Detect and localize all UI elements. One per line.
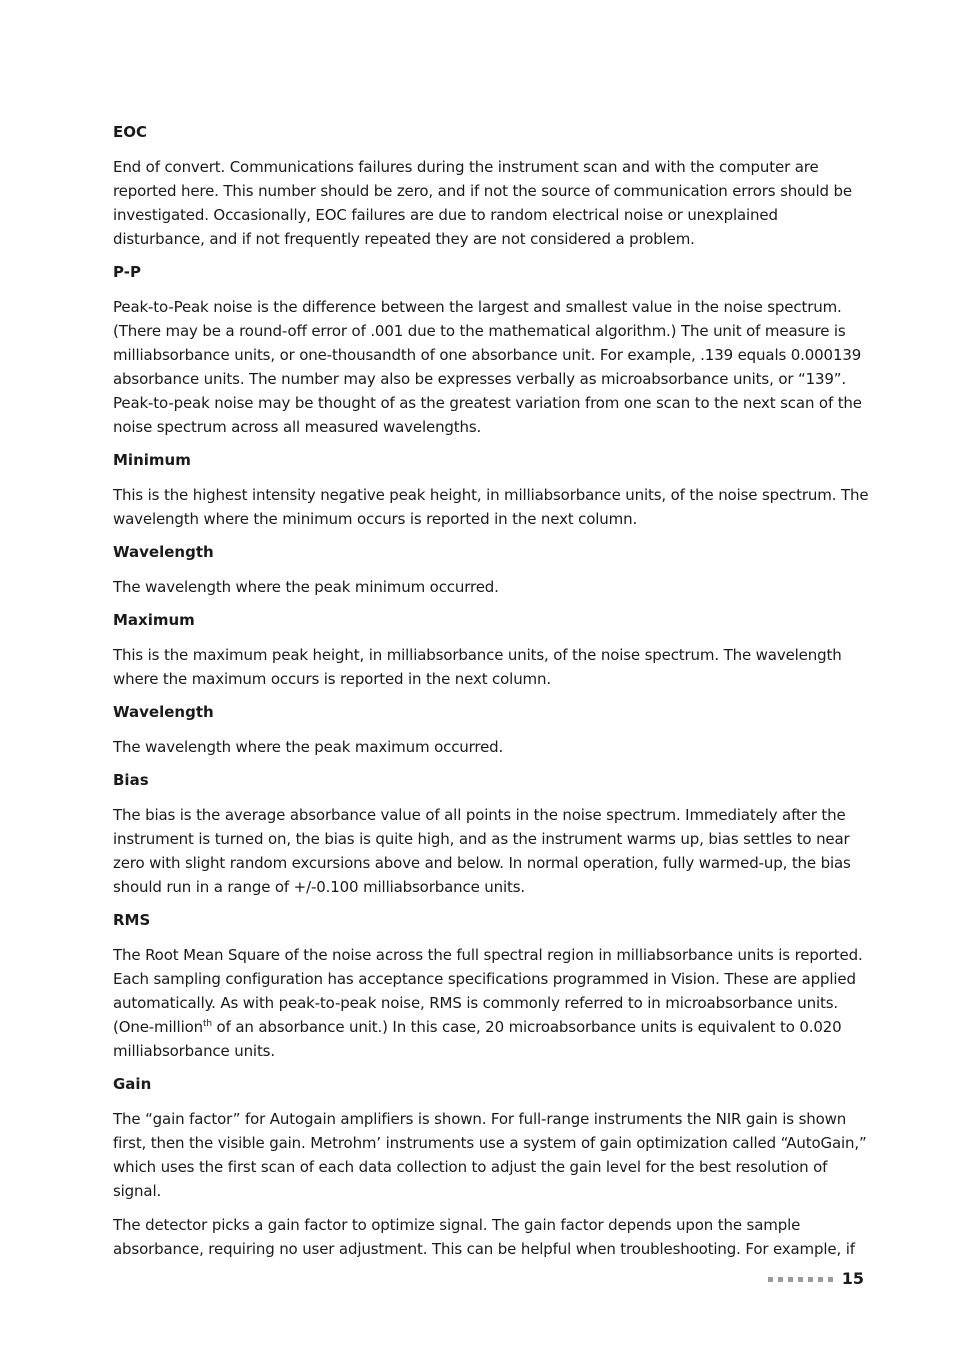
footer-dot bbox=[788, 1277, 793, 1282]
heading-pp: P-P bbox=[113, 263, 141, 281]
paragraph-wavelength-min: The wavelength where the peak minimum occurred. bbox=[113, 578, 499, 596]
heading-maximum: Maximum bbox=[113, 611, 195, 629]
paragraph-gain-2: The detector picks a gain factor to optimize signal. The gain factor depends upon the sample absorbance, requiring no user adjustment. This can be helpful when troubleshooting. For example, if bbox=[113, 1216, 855, 1258]
rms-text-after: of an absorbance unit.) In this case, 20 microabsorbance units is equivalent to 0.020 milliabsorbance units. bbox=[113, 1018, 842, 1060]
heading-wavelength-max: Wavelength bbox=[113, 703, 214, 721]
paragraph-rms bbox=[113, 943, 869, 1063]
footer-dot bbox=[818, 1277, 823, 1282]
heading-gain: Gain bbox=[113, 1075, 152, 1093]
paragraph-wavelength-max: The wavelength where the peak maximum occurred. bbox=[113, 738, 504, 756]
footer-dot bbox=[828, 1277, 833, 1282]
paragraph-maximum: This is the maximum peak height, in milliabsorbance units, of the noise spectrum. The wavelength where the maximum occurs is reported in the next column. bbox=[113, 646, 842, 688]
paragraph-bias: The bias is the average absorbance value of all points in the noise spectrum. Immediately after the instrument is turned on, the bias is quite high, and as the instrument warms up, bias settles to near zero with slight random excursions above and below. In normal operation, fully warmed-up, the bias should run in a range of +/-0.100 milliabsorbance units. bbox=[113, 806, 851, 896]
paragraph-minimum: This is the highest intensity negative peak height, in milliabsorbance units, of the noise spectrum. The wavelength where the minimum occurs is reported in the next column. bbox=[113, 486, 869, 528]
document-body bbox=[113, 121, 869, 1271]
footer-dot bbox=[808, 1277, 813, 1282]
footer-dots bbox=[768, 1277, 833, 1282]
footer-dot bbox=[798, 1277, 803, 1282]
rms-text-before: The Root Mean Square of the noise across the full spectral region in milliabsorbance units is reported. Each sampling configuration has acceptance specifications programmed in Vision. These are applied automatically. As with peak-to-peak noise, RMS is commonly referred to in microabsorbance units. (One-million bbox=[113, 946, 863, 1036]
page-number: 15 bbox=[841, 1269, 864, 1288]
paragraph-eoc: End of convert. Communications failures during the instrument scan and with the computer are reported here. This number should be zero, and if not the source of communication errors should be investigated. Occasionally, EOC failures are due to random electrical noise or unexplained disturbance, and if not frequently repeated they are not considered a problem. bbox=[113, 158, 852, 248]
heading-minimum: Minimum bbox=[113, 451, 191, 469]
paragraph-pp: Peak-to-Peak noise is the difference between the largest and smallest value in the noise spectrum. (There may be a round-off error of .001 due to the mathematical algorithm.) The unit of measure is milliabsorbance units, or one-thousandth of one absorbance unit. For example, .139 equals 0.000139 absorbance units. The number may also be expresses verbally as microabsorbance units, or “139”. Peak-to-peak noise may be thought of as the greatest variation from one scan to the next scan of the noise spectrum across all measured wavelengths. bbox=[113, 298, 862, 436]
rms-superscript: th bbox=[202, 1019, 212, 1029]
page-footer bbox=[768, 1268, 864, 1290]
heading-bias: Bias bbox=[113, 771, 149, 789]
footer-dot bbox=[768, 1277, 773, 1282]
paragraph-gain-1: The “gain factor” for Autogain amplifiers is shown. For full-range instruments the NIR gain is shown first, then the visible gain. Metrohm’ instruments use a system of gain optimization called “AutoGain,” which uses the first scan of each data collection to adjust the gain level for the best resolution of signal. bbox=[113, 1110, 867, 1200]
heading-wavelength-min: Wavelength bbox=[113, 543, 214, 561]
heading-rms: RMS bbox=[113, 911, 151, 929]
footer-dot bbox=[778, 1277, 783, 1282]
heading-eoc: EOC bbox=[113, 123, 148, 141]
